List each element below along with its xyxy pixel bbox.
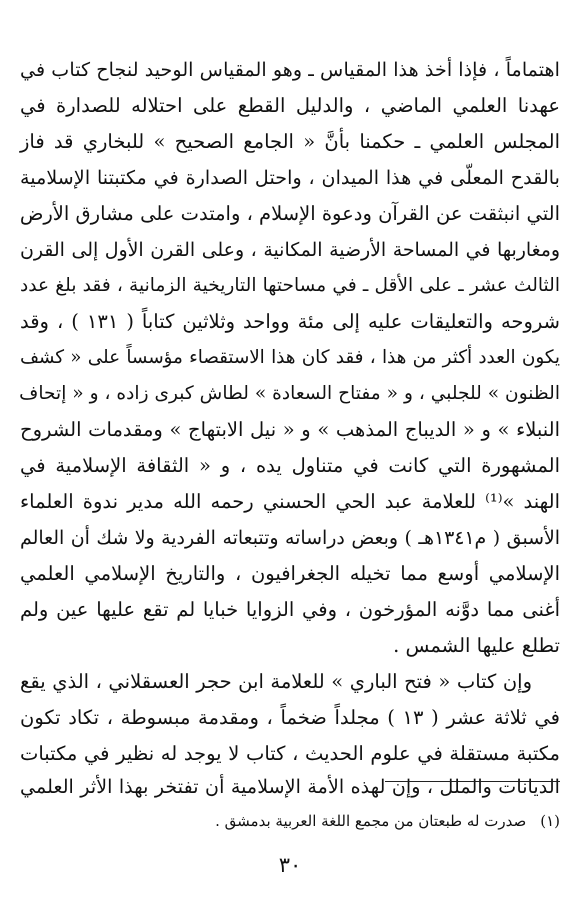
body-line-16: أغنى مما دوَّنه المؤرخون ، وفي الزوايا خبايا لم تقع عليها عين ولم [20, 598, 560, 621]
body-line-15: الإسلامي أوسع مما تخيله الجغرافيون ، والتاريخ الإسلامي العلمي [20, 562, 560, 585]
body-line-17: تطلع عليها الشمس . [393, 634, 560, 657]
body-line-9: يكون العدد أكثر من هذا ، فقد كان هذا الاستقصاء مؤسساً على « كشف [20, 347, 560, 368]
footnote-marker: (١) [540, 812, 560, 830]
body-line-8: شروحه والتعليقات عليه إلى مئة وواحد وثلاثين كتاباً ( ١٣١ ) ، وقد [20, 310, 560, 333]
body-line-12: المشهورة التي كانت في متناول يده ، و « الثقافة الإسلامية في [20, 454, 560, 477]
body-line-7: الثالث عشر ـ على الأقل ـ في مساحتها التاريخية الزمانية ، فقد بلغ عدد [20, 275, 560, 296]
body-line-3: المجلس العلمي ـ حكمنا بأنَّ « الجامع الصحيح » للبخاري قد فاز [20, 130, 560, 153]
body-line-2: عهدنا العلمي الماضي ، والدليل القطع على احتلاله للصدارة في [20, 94, 560, 117]
paragraph2-line-3: مكتبة مستقلة في علوم الحديث ، كتاب لا يوجد له نظير في مكتبات [20, 742, 560, 765]
page-number: ٣٠ [278, 853, 302, 877]
body-line-1: اهتماماً ، فإذا أخذ هذا المقياس ـ وهو المقياس الوحيد لنجاح كتاب في [20, 58, 560, 81]
paragraph2-line-4: الديانات والملل ، وإن لهذه الأمة الإسلامية أن تفتخر بهذا الأثر العلمي [20, 775, 560, 798]
body-line-4: بالقدح المعلّى في هذا الميدان ، واحتل الصدارة في مكتبتنا الإسلامية [20, 166, 560, 189]
body-line-6: ومغاربها في المساحة الأرضية المكانية ، وعلى القرن الأول إلى القرن [20, 239, 560, 261]
body-line-13: الهند »⁽¹⁾ للعلامة عبد الحي الحسني رحمه الله مدير ندوة العلماء [20, 490, 560, 513]
footnote [20, 808, 560, 834]
paragraph2-line-1: وإن كتاب « فتح الباري » للعلامة ابن حجر العسقلاني ، الذي يقع [20, 670, 532, 693]
footnote-text: صدرت له طبعتان من مجمع اللغة العربية بدمشق . [215, 812, 527, 830]
paragraph2-line-2: في ثلاثة عشر ( ١٣ ) مجلداً ضخماً ، ومقدمة مبسوطة ، تكاد تكون [20, 706, 560, 729]
footnote-separator [385, 781, 560, 782]
body-line-14: الأسبق ( م١٣٤١هـ ) وبعض دراساته وتتبعاته الفردية ولا شك أن العالم [20, 527, 560, 549]
body-line-10: الظنون » للجلبي ، و « مفتاح السعادة » لطاش كبرى زاده ، و « إتحاف [19, 383, 560, 404]
body-line-11: النبلاء » و « الديباج المذهب » و « نيل الابتهاج » ومقدمات الشروح [20, 418, 560, 441]
body-line-5: التي انبثقت عن القرآن ودعوة الإسلام ، وامتدت على مشارق الأرض [19, 202, 560, 225]
